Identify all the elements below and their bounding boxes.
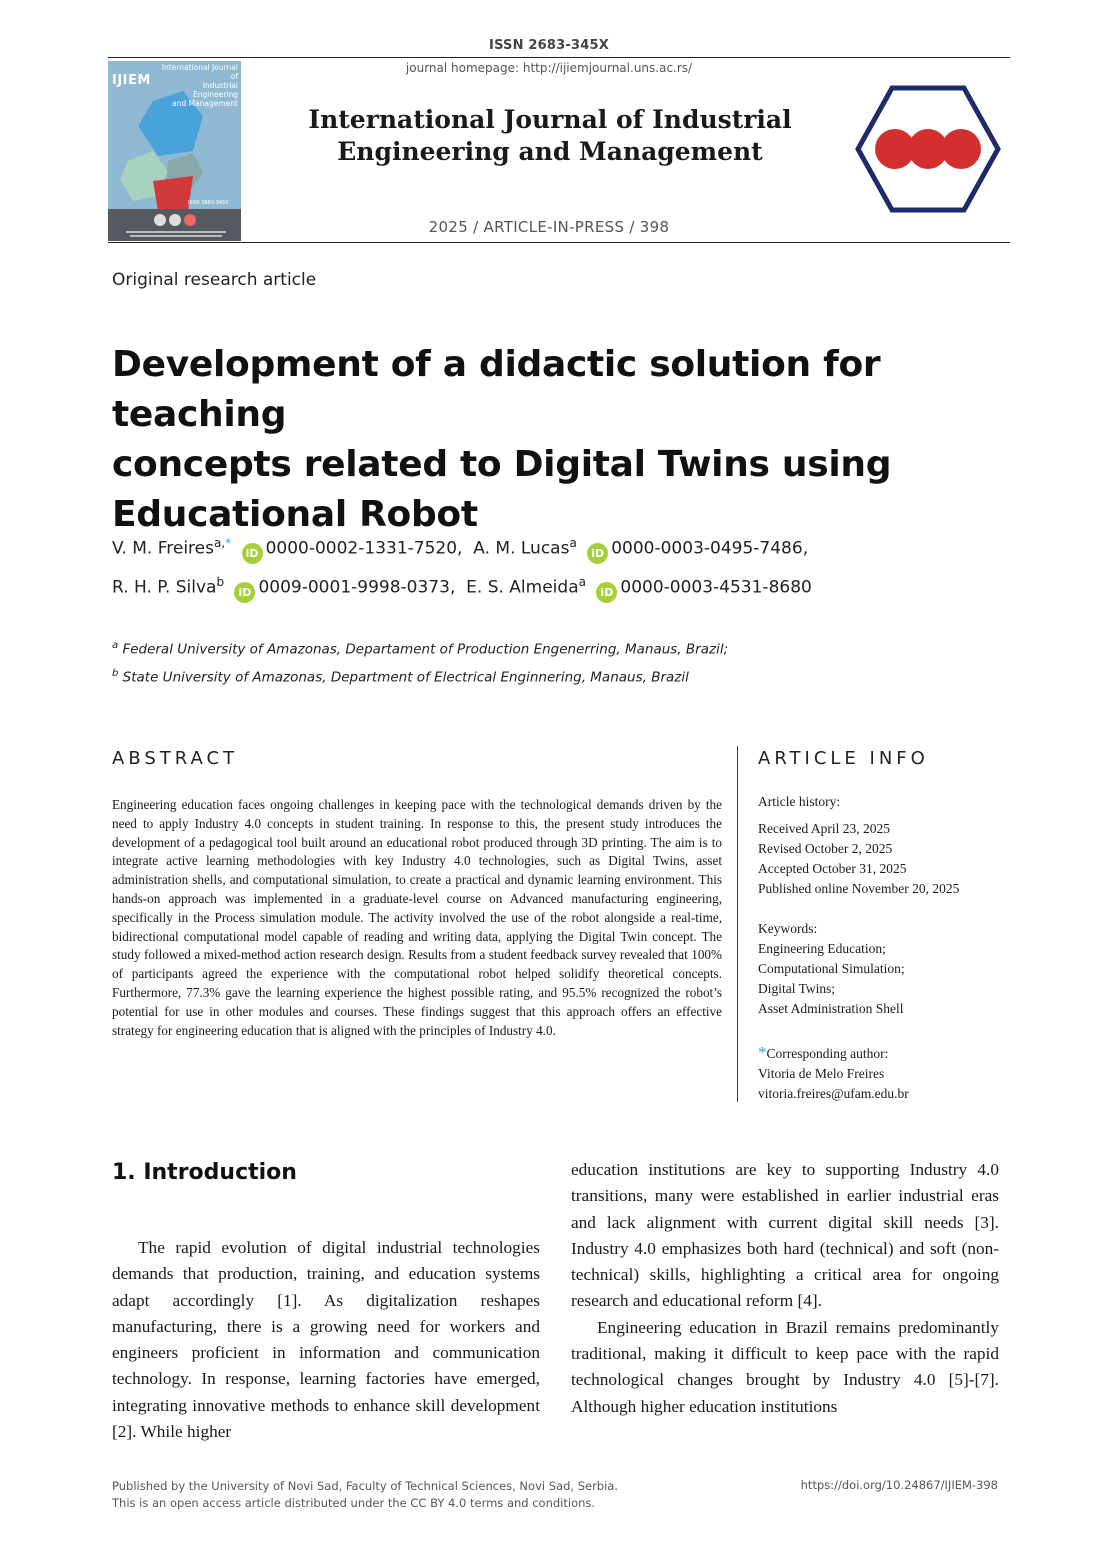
article-history — [758, 819, 959, 899]
keywords-label: Keywords: — [758, 921, 818, 936]
cover-brand: IJIEM — [112, 73, 151, 88]
orcid-id[interactable]: 0009-0001-9998-0373 — [258, 577, 450, 598]
affiliation-a — [112, 640, 728, 658]
cover-title-line: Industrial Engineering — [193, 81, 238, 99]
corresponding-name: Vitoria de Melo Freires — [758, 1066, 885, 1081]
cover-title-line: International Journal of — [161, 63, 238, 81]
history-accepted: Accepted October 31, 2025 — [758, 861, 907, 876]
author-affil-sup: a — [578, 575, 586, 589]
journal-title — [270, 104, 830, 168]
journal-cover-image — [108, 61, 241, 241]
paragraph: education institutions are key to supporting Industry 4.0 transitions, many were established in earlier industrial eras and lack alignment with current digital skill needs [3]. Industry 4.0 emphasizes both hard (technical) and soft (non-technical) skills, highlighting a critical area for ongoing research and educational reform [4]. — [571, 1160, 999, 1311]
keyword: Digital Twins; — [758, 981, 836, 996]
orcid-icon[interactable]: iD — [596, 582, 617, 603]
corresponding-star: * — [758, 1043, 767, 1062]
orcid-icon[interactable]: iD — [234, 582, 255, 603]
author-name: A. M. Lucas — [473, 538, 570, 559]
article-info-divider — [737, 746, 738, 1102]
author-name: R. H. P. Silva — [112, 577, 217, 598]
orcid-icon[interactable]: iD — [587, 543, 608, 564]
author-affil-sup: b — [216, 575, 225, 589]
corresponding-star: * — [225, 536, 232, 550]
journal-logo — [855, 85, 1001, 213]
article-info-heading: ARTICLE INFO — [758, 748, 929, 769]
header-bottom-rule — [108, 242, 1010, 243]
journal-homepage-link[interactable]: journal homepage: http://ijiemjournal.uns.ac.rs/ — [405, 61, 693, 75]
affiliation-text: State University of Amazonas, Department of Electrical Enginnering, Manaus, Brazil — [122, 669, 689, 686]
footer-line: This is an open access article distributed under the CC BY 4.0 terms and conditions. — [112, 1496, 596, 1510]
cover-issn: ISSN 2683-345X — [188, 200, 229, 206]
author-line-2 — [112, 575, 812, 603]
orcid-id[interactable]: 0000-0002-1331-7520 — [265, 538, 458, 559]
footer-line: Published by the University of Novi Sad, Faculty of Technical Sciences, Novi Sad, Serbia. — [112, 1479, 618, 1493]
history-received: Received April 23, 2025 — [758, 821, 890, 836]
affiliation-sup: a — [112, 640, 119, 651]
article-history-label: Article history: — [758, 794, 841, 809]
article-type: Original research article — [112, 270, 317, 290]
issn: ISSN 2683-345X — [489, 38, 609, 53]
paragraph: The rapid evolution of digital industrial technologies demands that production, training, and education systems adapt accordingly [1]. As digitalization reshapes manufacturing, there is a growing need for workers and engineers proficient in information and communication technology. In response, learning factories have emerged, integrating innovative methods to enhance skill development [2]. While higher — [112, 1238, 540, 1442]
footer-publisher — [112, 1478, 618, 1512]
paper-title-line: Educational Robot — [112, 494, 478, 535]
corresponding-label-line — [758, 1043, 909, 1064]
keywords-list — [758, 939, 905, 1019]
cover-title-line: and Management — [172, 99, 238, 108]
author-line-1 — [112, 536, 808, 564]
orcid-id[interactable]: 0000-0003-0495-7486 — [611, 538, 803, 559]
author-name: V. M. Freires — [112, 538, 214, 559]
keyword: Computational Simulation; — [758, 961, 905, 976]
paper-title-line: Development of a didactic solution for teaching — [112, 344, 881, 435]
abstract-text: Engineering education faces ongoing challenges in keeping pace with the technological demands driven by the need to apply Industry 4.0 concepts in student training. In response to this, the present study introduces the development of a pedagogical tool built around an educational robot produced through 3D printing. The aim is to integrate active learning methodologies with key Industry 4.0 technologies, such as Digital Twins, asset administration shells, and computational simulation, to create a practical and dynamic learning environment. This hands-on approach was implemented in a graduate-level course on Advanced manufacturing engineering, specifically in the Process simulation module. The activity involved the use of the robot alongside a real-time, bidirectional computational model capable of reading and writing data, applying the Digital Twin concept. The study followed a mixed-method action research design. Results from a student feedback survey revealed that 100% of participants agreed the experience with the computational robot helped solidify theoretical concepts. Furthermore, 77.3% gave the learning experience the highest possible rating, and 95.5% recognized the robot’s potential for use in other modules and courses. These findings suggest that this approach offers an effective strategy for engineering education that is aligned with the principles of Industry 4.0. — [112, 797, 722, 1038]
abstract-heading: ABSTRACT — [112, 748, 239, 769]
body-column-right — [571, 1157, 999, 1420]
doi-link[interactable]: https://doi.org/10.24867/IJIEM-398 — [800, 1478, 998, 1492]
corresponding-label: Corresponding author: — [766, 1046, 889, 1061]
keyword: Engineering Education; — [758, 941, 886, 956]
cover-title — [158, 63, 238, 108]
section-heading-introduction: 1. Introduction — [112, 1160, 297, 1185]
orcid-id[interactable]: 0000-0003-4531-8680 — [620, 577, 812, 598]
history-published: Published online November 20, 2025 — [758, 881, 960, 896]
corresponding-author — [758, 1043, 909, 1104]
separator: , — [457, 538, 463, 559]
history-revised: Revised October 2, 2025 — [758, 841, 893, 856]
paper-title-line: concepts related to Digital Twins using — [112, 444, 892, 485]
journal-title-line: Engineering and Management — [337, 137, 763, 166]
keyword: Asset Administration Shell — [758, 1001, 904, 1016]
orcid-icon[interactable]: iD — [242, 543, 263, 564]
issue-info: 2025 / ARTICLE-IN-PRESS / 398 — [428, 218, 670, 236]
separator: , — [449, 577, 456, 598]
affiliation-b — [112, 668, 689, 686]
author-affil-sup: a — [569, 536, 577, 550]
separator: , — [802, 538, 809, 559]
header-top-rule — [108, 57, 1010, 58]
corresponding-email[interactable]: vitoria.freires@ufam.edu.br — [758, 1086, 909, 1101]
author-name: E. S. Almeida — [466, 577, 579, 598]
paper-title — [112, 340, 992, 540]
author-affil-sup: a, — [214, 536, 226, 550]
journal-title-line: International Journal of Industrial — [308, 105, 792, 134]
paragraph: Engineering education in Brazil remains predominantly traditional, making it difficult to keep pace with the rapid technological changes brought by Industry 4.0 [5]-[7]. Although higher education institutions — [571, 1317, 999, 1416]
affiliation-sup: b — [112, 668, 119, 679]
affiliation-text: Federal University of Amazonas, Departament of Production Engenerring, Manaus, Brazil; — [122, 641, 729, 658]
body-column-left — [112, 1235, 540, 1445]
